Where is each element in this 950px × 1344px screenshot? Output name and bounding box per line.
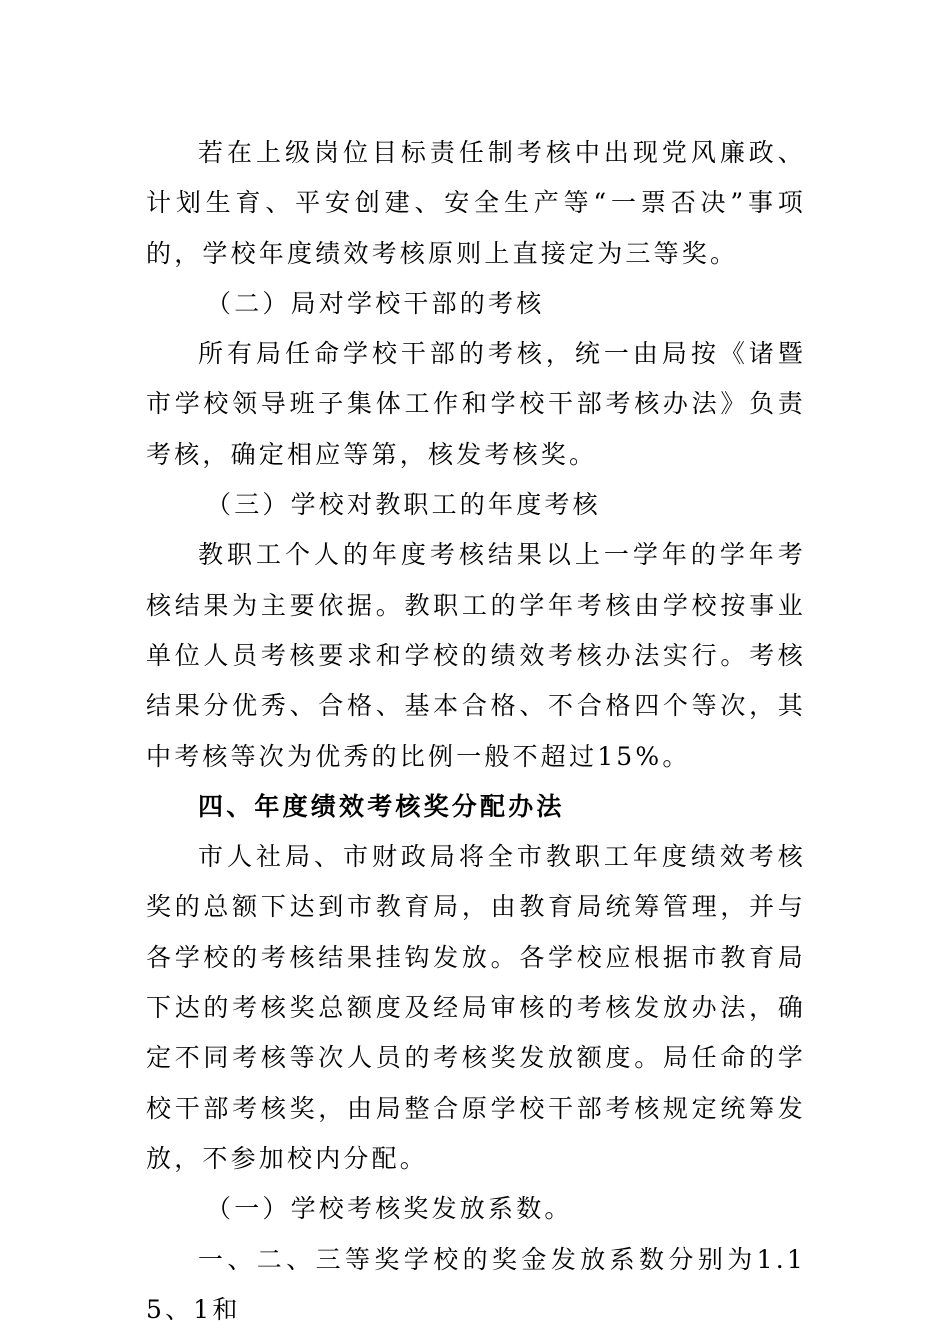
paragraph-staff-assessment: 教职工个人的年度考核结果以上一学年的学年考核结果为主要依据。教职工的学年考核由学校按事业单位人员考核要求和学校的绩效考核办法实行。考核结果分优秀、合格、基本合格、不合格四个等次，其中考核等次为优秀的比例一般不超过15%。 bbox=[146, 540, 806, 771]
paragraph-bonus-coefficient: 一、二、三等奖学校的奖金发放系数分别为1.15、1和 bbox=[146, 1244, 806, 1324]
paragraph-veto-rule: 若在上级岗位目标责任制考核中出现党风廉政、计划生育、平安创建、安全生产等“一票否决”事项的，学校年度绩效考核原则上直接定为三等奖。 bbox=[146, 138, 806, 268]
subheading-staff-assessment: （三）学校对教职工的年度考核 bbox=[206, 490, 601, 520]
document-page bbox=[146, 128, 806, 1335]
paragraph-cadre-assessment: 所有局任命学校干部的考核，统一由局按《诸暨市学校领导班子集体工作和学校干部考核办法》负责考核，确定相应等第，核发考核奖。 bbox=[146, 339, 806, 469]
subheading-cadre-assessment: （二）局对学校干部的考核 bbox=[206, 288, 545, 318]
subheading-bonus-coefficient: （一）学校考核奖发放系数。 bbox=[206, 1194, 573, 1224]
paragraph-bonus-distribution: 市人社局、市财政局将全市教职工年度绩效考核奖的总额下达到市教育局，由教育局统筹管理，并与各学校的考核结果挂钩发放。各学校应根据市教育局下达的考核奖总额度及经局审核的考核发放办法，确定不同考核等次人员的考核奖发放额度。局任命的学校干部考核奖，由局整合原学校干部考核规定统筹发放，不参加校内分配。 bbox=[146, 842, 806, 1173]
section-heading-bonus-distribution: 四、年度绩效考核奖分配办法 bbox=[198, 791, 565, 821]
